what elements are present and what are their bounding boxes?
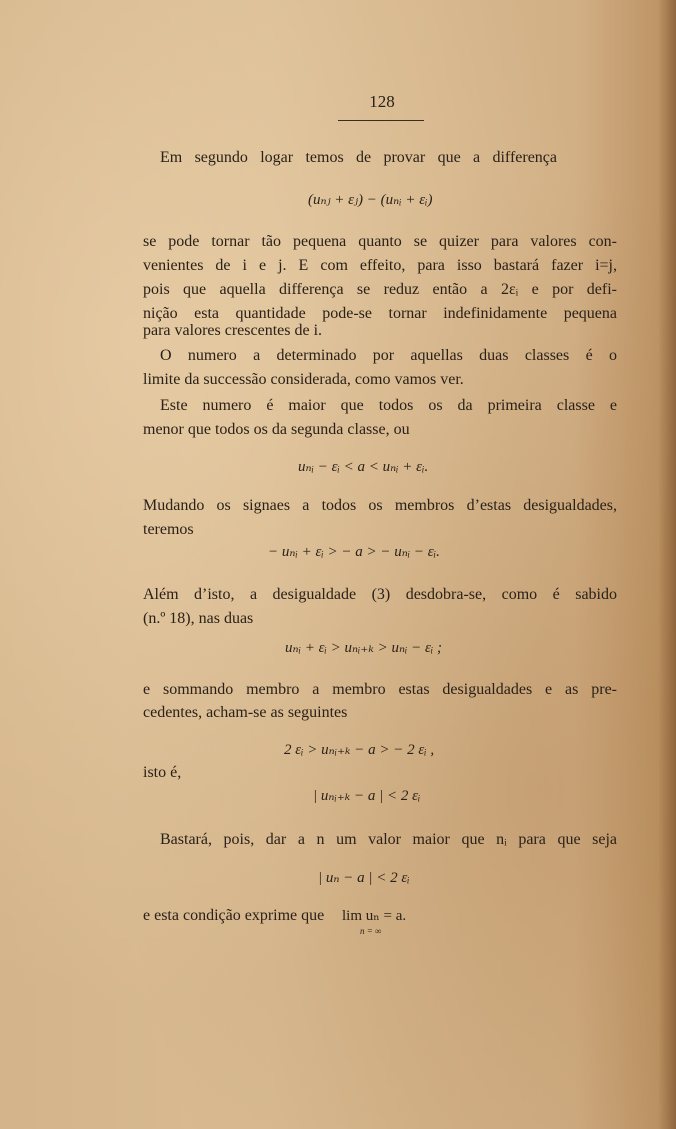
formula-limit: lim uₙ = a.	[342, 908, 407, 924]
text-line: Bastará, pois, dar a n um valor maior que nᵢ para que seja	[160, 831, 617, 848]
header-rule	[338, 120, 424, 121]
formula-inequality-1: uₙᵢ − εᵢ < a < uₙᵢ + εᵢ.	[298, 459, 429, 475]
formula-inequality-4: 2 εᵢ > uₙᵢ₊ₖ − a > − 2 εᵢ ,	[284, 742, 435, 758]
limit-subscript: n = ∞	[360, 926, 382, 936]
formula-absolute-2: | uₙ − a | < 2 εᵢ	[318, 870, 410, 886]
text-line: pois que aquella differença se reduz então a 2εᵢ e por defi-	[143, 281, 617, 298]
text-line: Este numero é maior que todos os da primeira classe e	[160, 397, 617, 414]
text-line: Além d’isto, a desigualdade (3) desdobra-se, como é sabido	[143, 586, 617, 603]
text-line: e sommando membro a membro estas desigualdades e as pre-	[143, 681, 617, 698]
text-line: teremos	[143, 521, 194, 538]
text-line: Em segundo logar temos de provar que a differença	[160, 149, 557, 166]
text-line: O numero a determinado por aquellas duas classes é o	[160, 347, 617, 364]
text-line: menor que todos os da segunda classe, ou	[143, 421, 410, 438]
text-line: cedentes, acham-se as seguintes	[143, 704, 348, 721]
text-line: (n.º 18), nas duas	[143, 610, 254, 627]
text-line: se pode tornar tão pequena quanto se quizer para valores con-	[143, 233, 617, 250]
text-line: limite da successão considerada, como vamos ver.	[143, 371, 464, 388]
page-number: 128	[369, 92, 395, 111]
formula-inequality-2: − uₙᵢ + εᵢ > − a > − uₙᵢ − εᵢ.	[268, 544, 440, 560]
page-spine-shadow	[658, 0, 676, 1129]
formula-inequality-3: uₙᵢ + εᵢ > uₙᵢ₊ₖ > uₙᵢ − εᵢ ;	[285, 640, 443, 656]
text-line: Mudando os signaes a todos os membros d’estas desigualdades,	[143, 497, 617, 514]
formula-difference: (uₙⱼ + εⱼ) − (uₙᵢ + εᵢ)	[308, 192, 433, 208]
text-line: nição esta quantidade pode-se tornar indefinidamente pequena	[143, 305, 617, 322]
formula-absolute-1: | uₙᵢ₊ₖ − a | < 2 εᵢ	[313, 788, 421, 804]
text-line: isto é,	[143, 764, 182, 781]
text-line: para valores crescentes de i.	[143, 322, 323, 339]
text-line: venientes de i e j. E com effeito, para isso bastará fazer i=j,	[143, 257, 617, 274]
text-line: e esta condição exprime que	[143, 907, 325, 924]
